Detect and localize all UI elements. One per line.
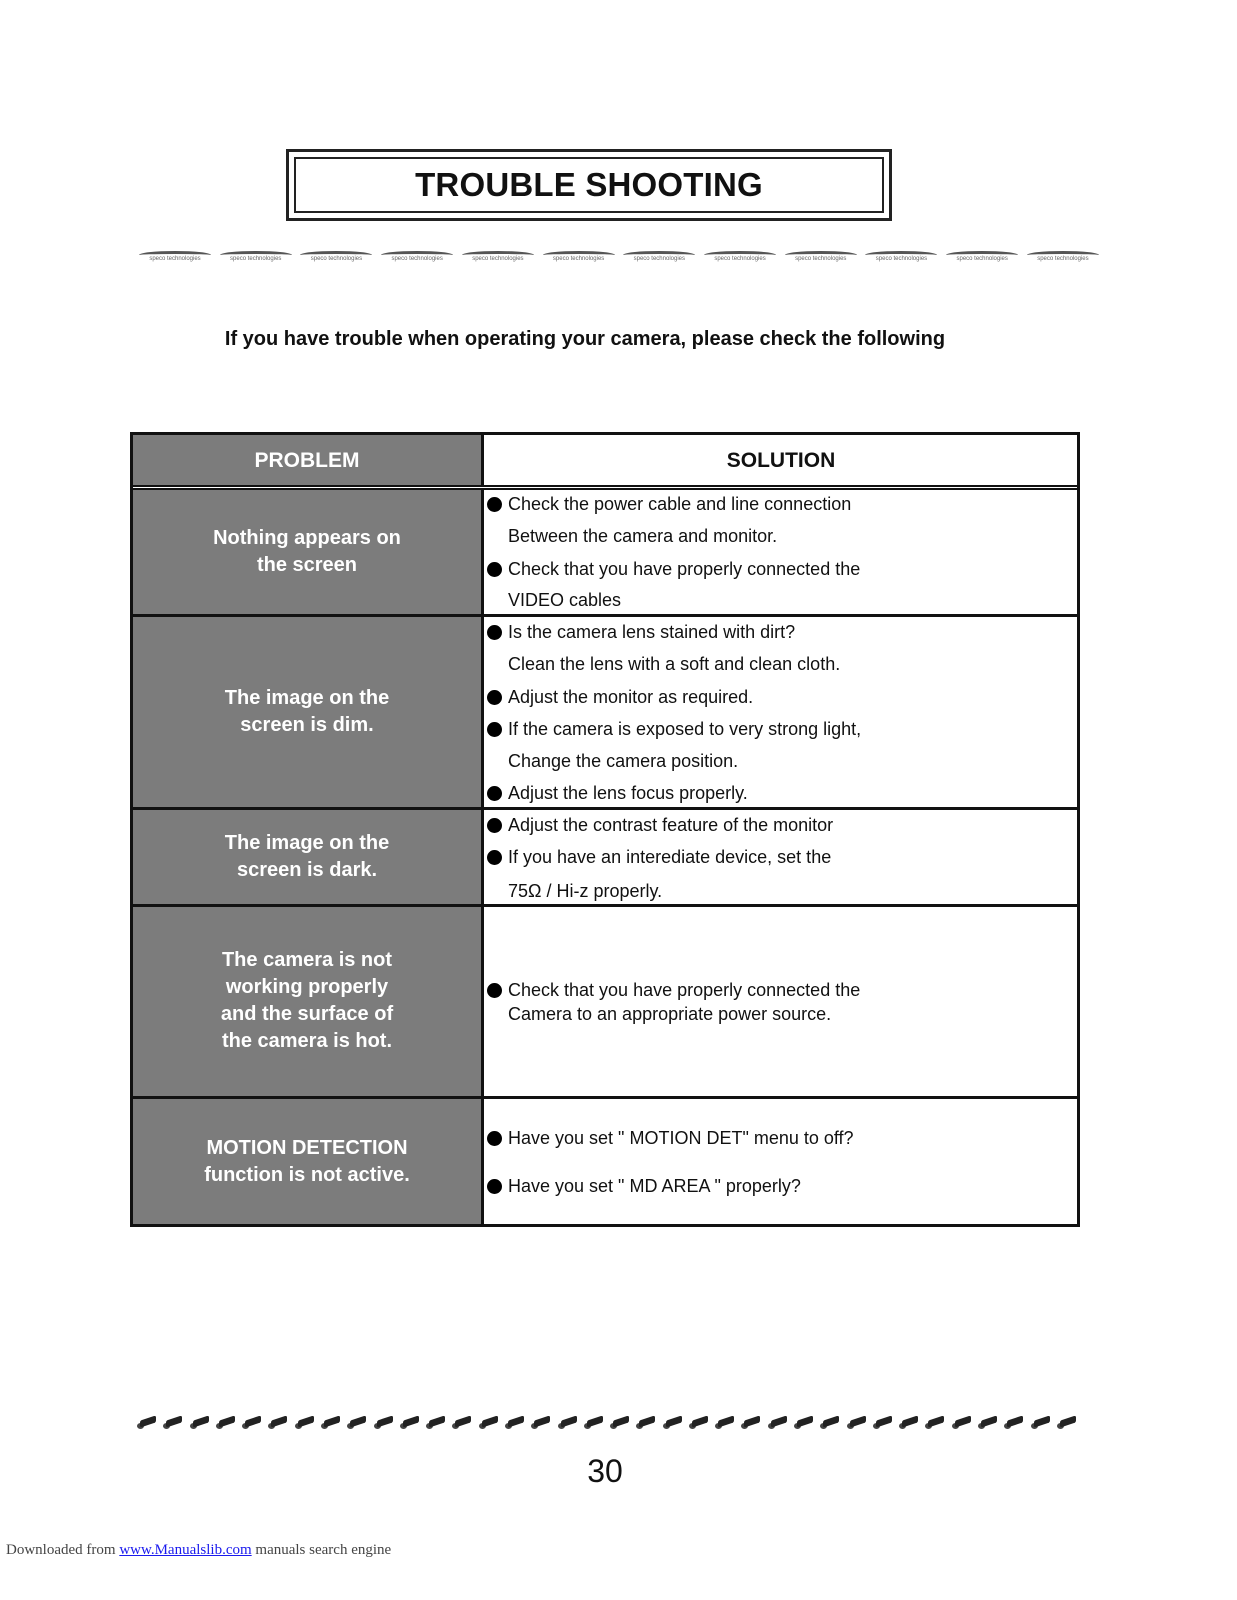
- solution-text: Check the power cable and line connection: [508, 494, 852, 514]
- row-divider: [133, 904, 1077, 907]
- troubleshooting-table: [130, 432, 1080, 1227]
- page-title: TROUBLE SHOOTING: [415, 166, 763, 203]
- solution-text: Clean the lens with a soft and clean cloth.: [508, 654, 841, 674]
- camera-icon: [951, 1416, 971, 1430]
- logo-text: speco technologies: [1037, 256, 1089, 262]
- solution-text: Adjust the lens focus properly.: [508, 783, 748, 803]
- column-divider: [481, 435, 484, 1224]
- header-problem: PROBLEM: [254, 449, 360, 472]
- bullet-icon: [487, 1179, 502, 1194]
- solution-text: Camera to an appropriate power source.: [508, 1004, 832, 1024]
- problem-text: The camera is not working properly and the surface of the camera is hot.: [220, 949, 394, 1052]
- solution-bullet: [487, 494, 851, 515]
- camera-icon: [320, 1416, 340, 1430]
- page-title-box: [286, 149, 892, 221]
- camera-icon: [478, 1416, 498, 1430]
- camera-icon: [662, 1416, 682, 1430]
- camera-icon: [819, 1416, 839, 1430]
- camera-icon: [136, 1416, 156, 1430]
- camera-icon: [767, 1416, 787, 1430]
- camera-icon: [1056, 1416, 1076, 1430]
- logo-text: speco technologies: [310, 256, 363, 262]
- logo-text: speco technologies: [472, 256, 524, 262]
- solution-line: [487, 590, 621, 611]
- logo-text: speco technologies: [230, 256, 282, 262]
- logo-mark: [863, 249, 939, 265]
- solution-text: Check that you have properly connected the: [508, 559, 861, 579]
- logo-text: speco technologies: [149, 256, 201, 262]
- camera-icon: [635, 1416, 655, 1430]
- problem-row-5: [133, 1135, 481, 1189]
- solution-bullet: [487, 815, 833, 836]
- solution-bullet: [487, 980, 860, 1001]
- logo-strip: [137, 249, 1101, 265]
- camera-icon: [846, 1416, 866, 1430]
- solution-text: Have you set " MD AREA " properly?: [508, 1176, 801, 1196]
- problem-row-2: [133, 685, 481, 739]
- solution-line: [487, 654, 840, 675]
- intro-text: If you have trouble when operating your camera, please check the following: [224, 328, 946, 350]
- camera-icon: [924, 1416, 944, 1430]
- problem-text: MOTION DETECTION function is not active.: [204, 1137, 410, 1186]
- logo-mark: [218, 249, 294, 265]
- logo-text: speco technologies: [875, 256, 928, 262]
- solution-bullet: [487, 1128, 854, 1149]
- logo-mark: [137, 249, 213, 265]
- camera-icon: [583, 1416, 603, 1430]
- logo-text: speco technologies: [714, 256, 766, 262]
- solution-bullet: [487, 687, 753, 708]
- bullet-icon: [487, 562, 502, 577]
- problem-row-3: [133, 830, 481, 884]
- logo-text: speco technologies: [795, 256, 847, 262]
- logo-text: speco technologies: [552, 256, 605, 262]
- manualslib-link[interactable]: www.Manualslib.com: [119, 1542, 252, 1558]
- logo-mark: [783, 249, 859, 265]
- row-divider: [133, 1096, 1077, 1099]
- page-number: 30: [587, 1453, 623, 1489]
- camera-icon: [977, 1416, 997, 1430]
- camera-icon: [530, 1416, 550, 1430]
- logo-mark: [1025, 249, 1101, 265]
- logo-text: speco technologies: [633, 256, 685, 262]
- solution-line: [487, 526, 777, 547]
- logo-mark: [298, 249, 374, 265]
- camera-icon: [451, 1416, 471, 1430]
- solution-text: Is the camera lens stained with dirt?: [508, 622, 796, 642]
- logo-text: speco technologies: [956, 256, 1008, 262]
- header-divider: [133, 485, 1077, 490]
- logo-mark: [541, 249, 617, 265]
- solution-bullet: [487, 1176, 801, 1197]
- camera-icon: [872, 1416, 892, 1430]
- camera-icon: [609, 1416, 629, 1430]
- bullet-icon: [487, 786, 502, 801]
- camera-icon: [425, 1416, 445, 1430]
- camera-icon: [294, 1416, 314, 1430]
- solution-bullet: [487, 783, 748, 804]
- download-suffix: manuals search engine: [251, 1542, 392, 1558]
- logo-text: speco technologies: [391, 256, 443, 262]
- bullet-icon: [487, 690, 502, 705]
- camera-icon: [714, 1416, 734, 1430]
- problem-text: The image on the screen is dark.: [224, 832, 390, 881]
- row-divider: [133, 807, 1077, 810]
- camera-icon: [504, 1416, 524, 1430]
- solution-text: Check that you have properly connected the: [508, 980, 861, 1000]
- bullet-icon: [487, 983, 502, 998]
- camera-icon: [267, 1416, 287, 1430]
- solution-bullet: [487, 622, 795, 643]
- camera-icon: [241, 1416, 261, 1430]
- solution-text: If you have an interediate device, set the: [508, 847, 832, 867]
- solution-bullet: [487, 847, 831, 868]
- solution-text: Change the camera position.: [508, 751, 739, 771]
- camera-icon: [162, 1416, 182, 1430]
- solution-text: Adjust the contrast feature of the monitor: [508, 815, 834, 835]
- solution-text: VIDEO cables: [508, 590, 622, 610]
- camera-icon: [793, 1416, 813, 1430]
- solution-line: [487, 881, 662, 902]
- camera-icon: [898, 1416, 918, 1430]
- camera-icon: [399, 1416, 419, 1430]
- problem-text: The image on the screen is dim.: [224, 687, 390, 736]
- camera-icon: [1003, 1416, 1023, 1430]
- bullet-icon: [487, 722, 502, 737]
- bullet-icon: [487, 497, 502, 512]
- row-divider: [133, 614, 1077, 617]
- solution-text: If the camera is exposed to very strong light,: [508, 719, 862, 739]
- logo-mark: [379, 249, 455, 265]
- problem-row-1: [133, 525, 481, 579]
- logo-mark: [944, 249, 1020, 265]
- solution-line: [487, 751, 738, 772]
- solution-bullet: [487, 719, 861, 740]
- solution-bullet: [487, 559, 860, 580]
- solution-line: [487, 1004, 831, 1025]
- bullet-icon: [487, 625, 502, 640]
- camera-icon: [557, 1416, 577, 1430]
- solution-text: Between the camera and monitor.: [508, 526, 778, 546]
- solution-text: 75Ω / Hi-z properly.: [508, 881, 663, 901]
- solution-text: Adjust the monitor as required.: [508, 687, 754, 707]
- logo-mark: [460, 249, 536, 265]
- problem-row-4: [133, 947, 481, 1055]
- problem-text: Nothing appears on the screen: [213, 527, 401, 576]
- camera-icon: [1030, 1416, 1050, 1430]
- camera-icon: [740, 1416, 760, 1430]
- logo-mark: [621, 249, 697, 265]
- camera-icon: [688, 1416, 708, 1430]
- bullet-icon: [487, 850, 502, 865]
- camera-decoration-strip: [136, 1416, 1076, 1438]
- camera-icon: [346, 1416, 366, 1430]
- bullet-icon: [487, 818, 502, 833]
- header-solution: SOLUTION: [726, 449, 836, 472]
- camera-icon: [215, 1416, 235, 1430]
- bullet-icon: [487, 1131, 502, 1146]
- download-prefix: Downloaded from: [6, 1542, 120, 1558]
- solution-text: Have you set " MOTION DET" menu to off?: [508, 1128, 854, 1148]
- download-footer: [6, 1542, 391, 1559]
- camera-icon: [189, 1416, 209, 1430]
- logo-mark: [702, 249, 778, 265]
- camera-icon: [373, 1416, 393, 1430]
